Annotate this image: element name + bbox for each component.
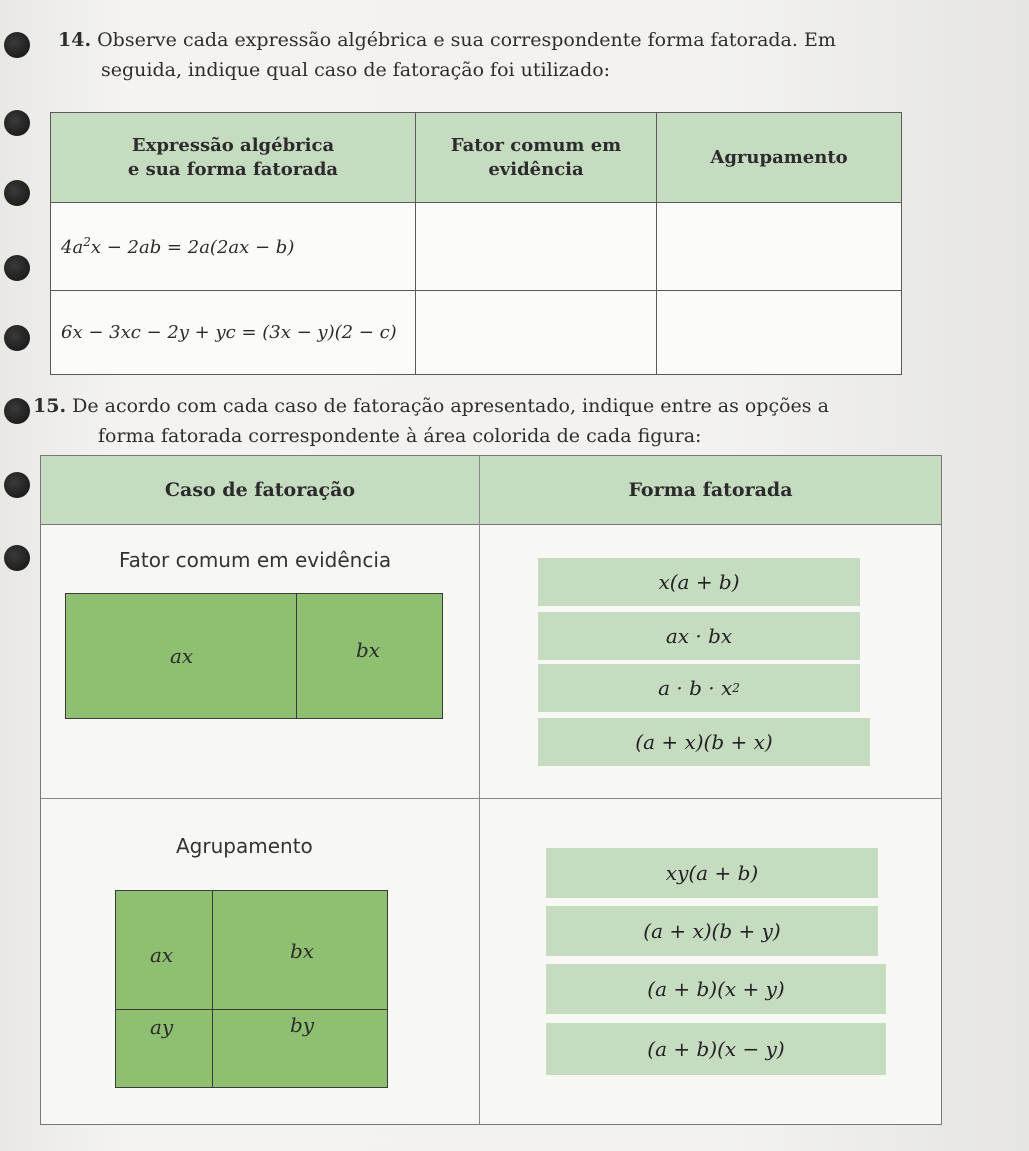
- binding-hole: [4, 32, 30, 58]
- figure-divider: [212, 891, 213, 1087]
- q14-prompt: [58, 26, 836, 54]
- exponent: 2: [732, 681, 740, 695]
- area-cell: ax: [150, 943, 174, 967]
- binding-hole: [4, 180, 30, 206]
- option-xy-a-plus-b[interactable]: xy(a + b): [546, 848, 878, 898]
- header-common-factor-line2: evidência: [488, 158, 584, 180]
- expression-part: x − 2ab = 2a(2ax − b): [90, 237, 295, 258]
- option-a-plus-x-b-plus-x[interactable]: (a + x)(b + x): [538, 718, 870, 766]
- area-figure-grouping: [115, 890, 388, 1088]
- q14-number: 14.: [58, 29, 92, 51]
- header-common-factor: [416, 113, 657, 203]
- q15-line1: De acordo com cada caso de fatoração apresentado, indique entre as opções a: [72, 395, 829, 417]
- option-a-b-x-squared[interactable]: [538, 664, 860, 712]
- area-cell: ay: [150, 1015, 174, 1039]
- binding-hole: [4, 110, 30, 136]
- header-common-factor-line1: Fator comum em: [450, 134, 622, 156]
- header-expression-line2: e sua forma fatorada: [127, 158, 339, 180]
- expression-part: 4a: [61, 237, 84, 258]
- q15-prompt: [33, 392, 829, 420]
- answer-cell-common-factor[interactable]: [416, 203, 657, 291]
- area-cell: ax: [170, 644, 194, 668]
- area-figure-common-factor: [65, 593, 443, 719]
- q15-number: 15.: [33, 395, 67, 417]
- binding-hole: [4, 398, 30, 424]
- row-divider: [41, 798, 941, 799]
- q14-table: [50, 112, 902, 375]
- expression-cell: 6x − 3xc − 2y + yc = (3x − y)(2 − c): [51, 291, 416, 375]
- q15-table: [40, 455, 942, 1125]
- binding-hole: [4, 472, 30, 498]
- header-factored-form: Forma fatorada: [480, 456, 941, 525]
- exponent: 2: [83, 235, 91, 249]
- spiral-binding: [0, 20, 36, 580]
- case-grouping-label: Agrupamento: [176, 834, 313, 858]
- answer-cell-grouping[interactable]: [657, 291, 902, 375]
- option-a-plus-b-x-plus-y[interactable]: (a + b)(x + y): [546, 964, 886, 1014]
- answer-cell-grouping[interactable]: [657, 203, 902, 291]
- option-a-plus-x-b-plus-y[interactable]: (a + x)(b + y): [546, 906, 878, 956]
- table-row: [51, 291, 902, 375]
- binding-hole: [4, 325, 30, 351]
- option-text: a · b · x: [658, 676, 733, 700]
- q15-line2: forma fatorada correspondente à área colorida de cada figura:: [98, 425, 702, 447]
- header-expression-line1: Expressão algébrica: [131, 134, 335, 156]
- table-row: [51, 203, 902, 291]
- option-x-a-plus-b[interactable]: x(a + b): [538, 558, 860, 606]
- header-expression: [51, 113, 416, 203]
- binding-hole: [4, 255, 30, 281]
- binding-hole: [4, 545, 30, 571]
- header-grouping: Agrupamento: [657, 113, 902, 203]
- q14-line2: seguida, indique qual caso de fatoração foi utilizado:: [101, 59, 611, 81]
- header-case: Caso de fatoração: [41, 456, 479, 525]
- option-ax-times-bx[interactable]: ax · bx: [538, 612, 860, 660]
- option-a-plus-b-x-minus-y[interactable]: (a + b)(x − y): [546, 1023, 886, 1075]
- q14-line1: Observe cada expressão algébrica e sua correspondente forma fatorada. Em: [97, 29, 836, 51]
- case-common-factor-label: Fator comum em evidência: [119, 548, 392, 572]
- answer-cell-common-factor[interactable]: [416, 291, 657, 375]
- area-cell: by: [290, 1013, 315, 1037]
- expression-cell: [51, 203, 416, 291]
- area-cell: bx: [290, 939, 315, 963]
- figure-divider: [296, 594, 297, 718]
- column-divider: [479, 456, 480, 1124]
- area-cell: bx: [356, 638, 381, 662]
- figure-divider: [116, 1009, 387, 1010]
